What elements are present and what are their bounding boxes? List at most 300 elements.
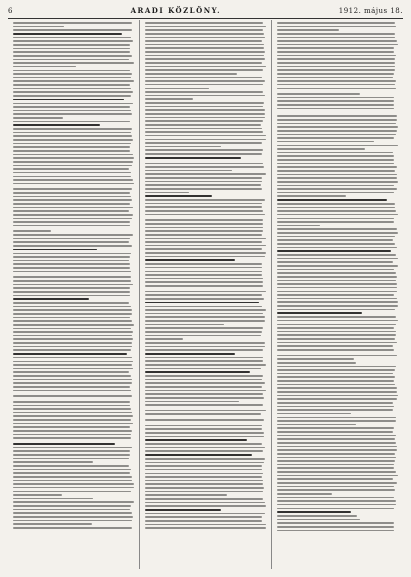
- text-line: [277, 420, 396, 422]
- text-line: [13, 516, 133, 518]
- text-line: [145, 313, 263, 315]
- text-line: [145, 419, 264, 421]
- text-line: [277, 218, 394, 220]
- text-line: [277, 291, 397, 293]
- text-line: [145, 214, 265, 216]
- text-line: [277, 40, 397, 42]
- text-line: [145, 274, 262, 276]
- text-line: [277, 185, 394, 187]
- text-line: [277, 334, 396, 336]
- article-heading-line: [13, 124, 100, 126]
- text-line: [13, 480, 132, 482]
- text-line: [277, 427, 394, 429]
- text-line: [277, 22, 395, 24]
- text-line: [13, 461, 93, 463]
- article-heading-line: [277, 511, 351, 513]
- text-line: [13, 361, 133, 363]
- text-line: [145, 267, 262, 269]
- text-line: [277, 155, 394, 157]
- text-line: [277, 29, 339, 31]
- text-line: [277, 258, 398, 260]
- text-line: [13, 328, 131, 330]
- text-line: [277, 301, 398, 303]
- text-line: [277, 298, 397, 300]
- text-line: [13, 203, 130, 205]
- text-line: [13, 371, 129, 373]
- text-line: [13, 165, 132, 167]
- text-line: [13, 106, 130, 108]
- article-heading-line: [13, 353, 127, 355]
- text-line: [145, 480, 263, 482]
- page-number: 6: [8, 7, 13, 15]
- text-line: [13, 324, 134, 326]
- text-line: [277, 232, 398, 234]
- text-line: [145, 230, 263, 232]
- text-line: [277, 148, 365, 150]
- text-line: [13, 55, 132, 57]
- text-line: [145, 278, 263, 280]
- text-line: [277, 188, 397, 190]
- text-line: [145, 476, 262, 478]
- text-line: [277, 73, 394, 75]
- text-line: [13, 150, 130, 152]
- text-line: [13, 48, 130, 50]
- text-line: [277, 66, 395, 68]
- text-line: [277, 453, 395, 455]
- text-line: [145, 124, 261, 126]
- text-line: [145, 462, 264, 464]
- text-line: [13, 192, 130, 194]
- text-line: [277, 500, 396, 502]
- text-line: [13, 59, 129, 61]
- text-line: [145, 62, 262, 64]
- article-heading-line: [277, 312, 362, 314]
- text-line: [145, 516, 262, 518]
- text-line: [13, 267, 130, 269]
- article-heading-line: [13, 33, 122, 35]
- text-line: [277, 283, 397, 285]
- text-line: [277, 145, 398, 147]
- text-line: [13, 218, 132, 220]
- text-line: [277, 331, 396, 333]
- text-line: [277, 276, 397, 278]
- text-line: [145, 203, 262, 205]
- text-line: [13, 317, 130, 319]
- text-line: [13, 260, 129, 262]
- text-line: [277, 126, 398, 128]
- text-line: [145, 47, 264, 49]
- issue-date: 1912. május 18.: [338, 7, 403, 15]
- text-line: [13, 84, 130, 86]
- text-line: [13, 512, 132, 514]
- text-line: [13, 419, 131, 421]
- text-line: [145, 320, 265, 322]
- text-line: [13, 66, 76, 68]
- text-line: [277, 402, 393, 404]
- text-line: [145, 436, 264, 438]
- text-line: [13, 161, 133, 163]
- text-line: [13, 458, 129, 460]
- text-line: [13, 331, 133, 333]
- illegible-text-block: [145, 22, 266, 569]
- text-line: [13, 241, 129, 243]
- text-line: [277, 446, 397, 448]
- text-line: [277, 243, 395, 245]
- text-line: [145, 473, 263, 475]
- text-line: [13, 491, 131, 493]
- text-line: [277, 134, 396, 136]
- text-line: [145, 494, 227, 496]
- text-line: [277, 522, 394, 524]
- text-line: [145, 379, 262, 381]
- illegible-text-block: [277, 22, 398, 569]
- text-line: [13, 520, 132, 522]
- text-line: [277, 214, 398, 216]
- text-line: [145, 106, 263, 108]
- text-line: [277, 174, 397, 176]
- text-line: [277, 467, 394, 469]
- text-line: [277, 88, 396, 90]
- text-line: [277, 464, 394, 466]
- text-line: [13, 234, 133, 236]
- text-line: [13, 271, 131, 273]
- illegible-text-block: [13, 22, 134, 569]
- text-line: [145, 146, 221, 148]
- text-line: [13, 313, 132, 315]
- text-line: [277, 236, 395, 238]
- text-line: [277, 210, 396, 212]
- text-line: [13, 44, 130, 46]
- text-line: [277, 192, 394, 194]
- text-line: [277, 380, 394, 382]
- text-line: [13, 527, 132, 529]
- text-line: [145, 393, 263, 395]
- text-line: [13, 487, 134, 489]
- text-line: [277, 141, 374, 143]
- text-line: [13, 447, 132, 449]
- text-line: [13, 263, 130, 265]
- text-line: [13, 335, 132, 337]
- text-line: [277, 342, 397, 344]
- text-line: [145, 505, 266, 507]
- text-line: [145, 443, 262, 445]
- text-line: [145, 44, 264, 46]
- text-line: [13, 320, 132, 322]
- text-line: [145, 397, 264, 399]
- text-line: [277, 177, 397, 179]
- text-line: [277, 163, 394, 165]
- text-line: [145, 491, 263, 493]
- text-line: [145, 227, 263, 229]
- text-line: [145, 173, 266, 175]
- text-line: [277, 309, 395, 311]
- text-line: [13, 434, 131, 436]
- text-line: [145, 238, 266, 240]
- text-line: [145, 520, 262, 522]
- text-line: [145, 263, 262, 265]
- text-line: [13, 210, 129, 212]
- text-line: [13, 154, 133, 156]
- text-line: [13, 135, 132, 137]
- text-line: [13, 245, 132, 247]
- text-line: [145, 324, 224, 326]
- text-line: [13, 132, 131, 134]
- text-line: [277, 355, 397, 357]
- text-line: [277, 475, 398, 477]
- text-line: [145, 256, 265, 258]
- text-line: [145, 40, 262, 42]
- text-line: [277, 123, 396, 125]
- text-line: [277, 69, 395, 71]
- text-line: [13, 415, 133, 417]
- text-line: [145, 285, 263, 287]
- text-line: [13, 450, 130, 452]
- text-line: [277, 137, 394, 139]
- text-line: [277, 369, 395, 371]
- text-line: [13, 472, 130, 474]
- text-line: [13, 51, 130, 53]
- text-line: [277, 272, 396, 274]
- text-line: [277, 254, 396, 256]
- text-line: [145, 55, 264, 57]
- text-line: [145, 425, 262, 427]
- text-line: [13, 423, 133, 425]
- text-line: [145, 364, 266, 366]
- text-line: [13, 80, 134, 82]
- text-line: [13, 88, 131, 90]
- text-line: [145, 88, 209, 90]
- text-line: [13, 199, 132, 201]
- article-heading-line: [13, 99, 124, 101]
- text-line: [277, 305, 398, 307]
- text-line: [145, 335, 261, 337]
- text-line: [13, 121, 130, 123]
- masthead: [8, 6, 403, 19]
- text-line: [277, 338, 395, 340]
- text-line: [13, 338, 133, 340]
- text-line: [13, 230, 51, 232]
- text-line: [13, 146, 130, 148]
- text-line: [145, 29, 263, 31]
- newspaper-title: ARADI KÖZLÖNY.: [130, 6, 222, 15]
- text-line: [145, 58, 265, 60]
- text-line: [277, 526, 394, 528]
- text-line: [145, 95, 265, 97]
- text-line: [13, 73, 132, 75]
- text-line: [277, 100, 394, 102]
- text-line: [277, 438, 395, 440]
- text-line: [13, 309, 132, 311]
- text-line: [145, 153, 262, 155]
- article-heading-line: [145, 353, 235, 355]
- text-line: [145, 306, 262, 308]
- text-line: [277, 97, 394, 99]
- text-line: [277, 358, 354, 360]
- text-line: [145, 69, 263, 71]
- text-line: [145, 382, 265, 384]
- text-line: [145, 128, 262, 130]
- text-line: [13, 412, 132, 414]
- text-line: [13, 295, 130, 297]
- text-line: [13, 188, 132, 190]
- article-heading-line: [145, 259, 235, 261]
- text-line: [277, 376, 395, 378]
- text-line: [277, 159, 394, 161]
- text-line: [277, 247, 397, 249]
- text-line: [277, 442, 396, 444]
- text-line: [277, 373, 393, 375]
- text-line: [277, 349, 394, 351]
- text-line: [13, 238, 130, 240]
- text-line: [145, 252, 266, 254]
- text-line: [13, 302, 129, 304]
- text-line: [277, 431, 393, 433]
- text-line: [13, 139, 133, 141]
- text-line: [145, 33, 264, 35]
- text-line: [277, 294, 394, 296]
- text-line: [13, 342, 132, 344]
- text-line: [13, 29, 132, 31]
- text-line: [277, 387, 397, 389]
- text-line: [13, 368, 133, 370]
- text-line: [277, 504, 396, 506]
- text-line: [13, 77, 131, 79]
- text-line: [13, 395, 132, 397]
- text-line: [145, 309, 266, 311]
- text-line: [145, 77, 262, 79]
- article-heading-line: [277, 250, 391, 252]
- text-line: [145, 281, 263, 283]
- text-line: [145, 331, 262, 333]
- text-line: [145, 223, 263, 225]
- text-line: [277, 320, 398, 322]
- text-line: [277, 287, 397, 289]
- text-line: [277, 327, 394, 329]
- text-line: [13, 476, 132, 478]
- text-line: [145, 113, 265, 115]
- text-line: [13, 364, 132, 366]
- text-line: [277, 51, 394, 53]
- text-line: [145, 316, 265, 318]
- text-line: [13, 386, 130, 388]
- text-line: [13, 225, 130, 227]
- text-line: [277, 497, 394, 499]
- text-line: [13, 103, 133, 105]
- text-line: [145, 184, 261, 186]
- text-line: [277, 413, 351, 415]
- text-line: [277, 316, 396, 318]
- text-line: [145, 346, 265, 348]
- text-line: [145, 390, 266, 392]
- text-line: [277, 77, 393, 79]
- text-line: [277, 471, 396, 473]
- text-line: [13, 465, 129, 467]
- text-line: [13, 26, 64, 28]
- text-line: [13, 176, 131, 178]
- text-line: [13, 157, 134, 159]
- text-line: [145, 349, 263, 351]
- text-line: [13, 183, 134, 185]
- text-line: [145, 210, 263, 212]
- text-line: [13, 437, 131, 439]
- text-line: [277, 398, 397, 400]
- text-line: [13, 426, 130, 428]
- text-line: [277, 261, 393, 263]
- text-line: [145, 432, 264, 434]
- text-line: [13, 221, 130, 223]
- text-line: [145, 386, 262, 388]
- text-line: [145, 66, 266, 68]
- text-line: [13, 375, 131, 377]
- text-line: [277, 108, 394, 110]
- text-line: [277, 195, 346, 197]
- text-line: [13, 284, 133, 286]
- text-line: [145, 199, 265, 201]
- text-line: [277, 478, 393, 480]
- text-line: [13, 408, 131, 410]
- text-line: [13, 523, 92, 525]
- text-line: [277, 104, 394, 106]
- text-line: [145, 458, 265, 460]
- text-line: [277, 489, 395, 491]
- text-line: [145, 327, 263, 329]
- text-line: [145, 360, 263, 362]
- text-line: [277, 417, 396, 419]
- text-line: [277, 26, 396, 28]
- text-line: [277, 508, 394, 510]
- text-line: [145, 502, 265, 504]
- text-line: [277, 239, 393, 241]
- text-line: [145, 298, 264, 300]
- article-heading-line: [13, 249, 97, 251]
- text-line: [13, 256, 130, 258]
- text-line: [13, 40, 133, 42]
- text-line: [277, 269, 394, 271]
- text-line: [13, 214, 133, 216]
- text-line: [277, 55, 396, 57]
- text-line: [13, 379, 132, 381]
- text-line: [145, 483, 263, 485]
- text-line: [145, 142, 262, 144]
- text-line: [277, 130, 397, 132]
- text-line: [13, 469, 131, 471]
- text-line: [13, 382, 132, 384]
- text-line: [145, 98, 193, 100]
- text-line: [145, 410, 266, 412]
- text-line: [13, 280, 131, 282]
- text-line: [277, 37, 395, 39]
- text-line: [145, 450, 263, 452]
- text-line: [277, 93, 360, 95]
- text-line: [13, 70, 130, 72]
- text-line: [13, 291, 130, 293]
- text-line: [277, 482, 397, 484]
- article-heading-line: [13, 298, 89, 300]
- text-line: [13, 501, 134, 503]
- text-line: [277, 33, 395, 35]
- text-line: [13, 430, 132, 432]
- text-line: [277, 460, 395, 462]
- text-line: [145, 163, 263, 165]
- text-line: [13, 454, 130, 456]
- text-line: [13, 253, 131, 255]
- text-line: [145, 524, 266, 526]
- text-line: [145, 219, 263, 221]
- article-heading-line: [277, 199, 387, 201]
- article-heading-line: [145, 509, 221, 511]
- text-line: [13, 405, 130, 407]
- article-heading-line: [145, 371, 250, 373]
